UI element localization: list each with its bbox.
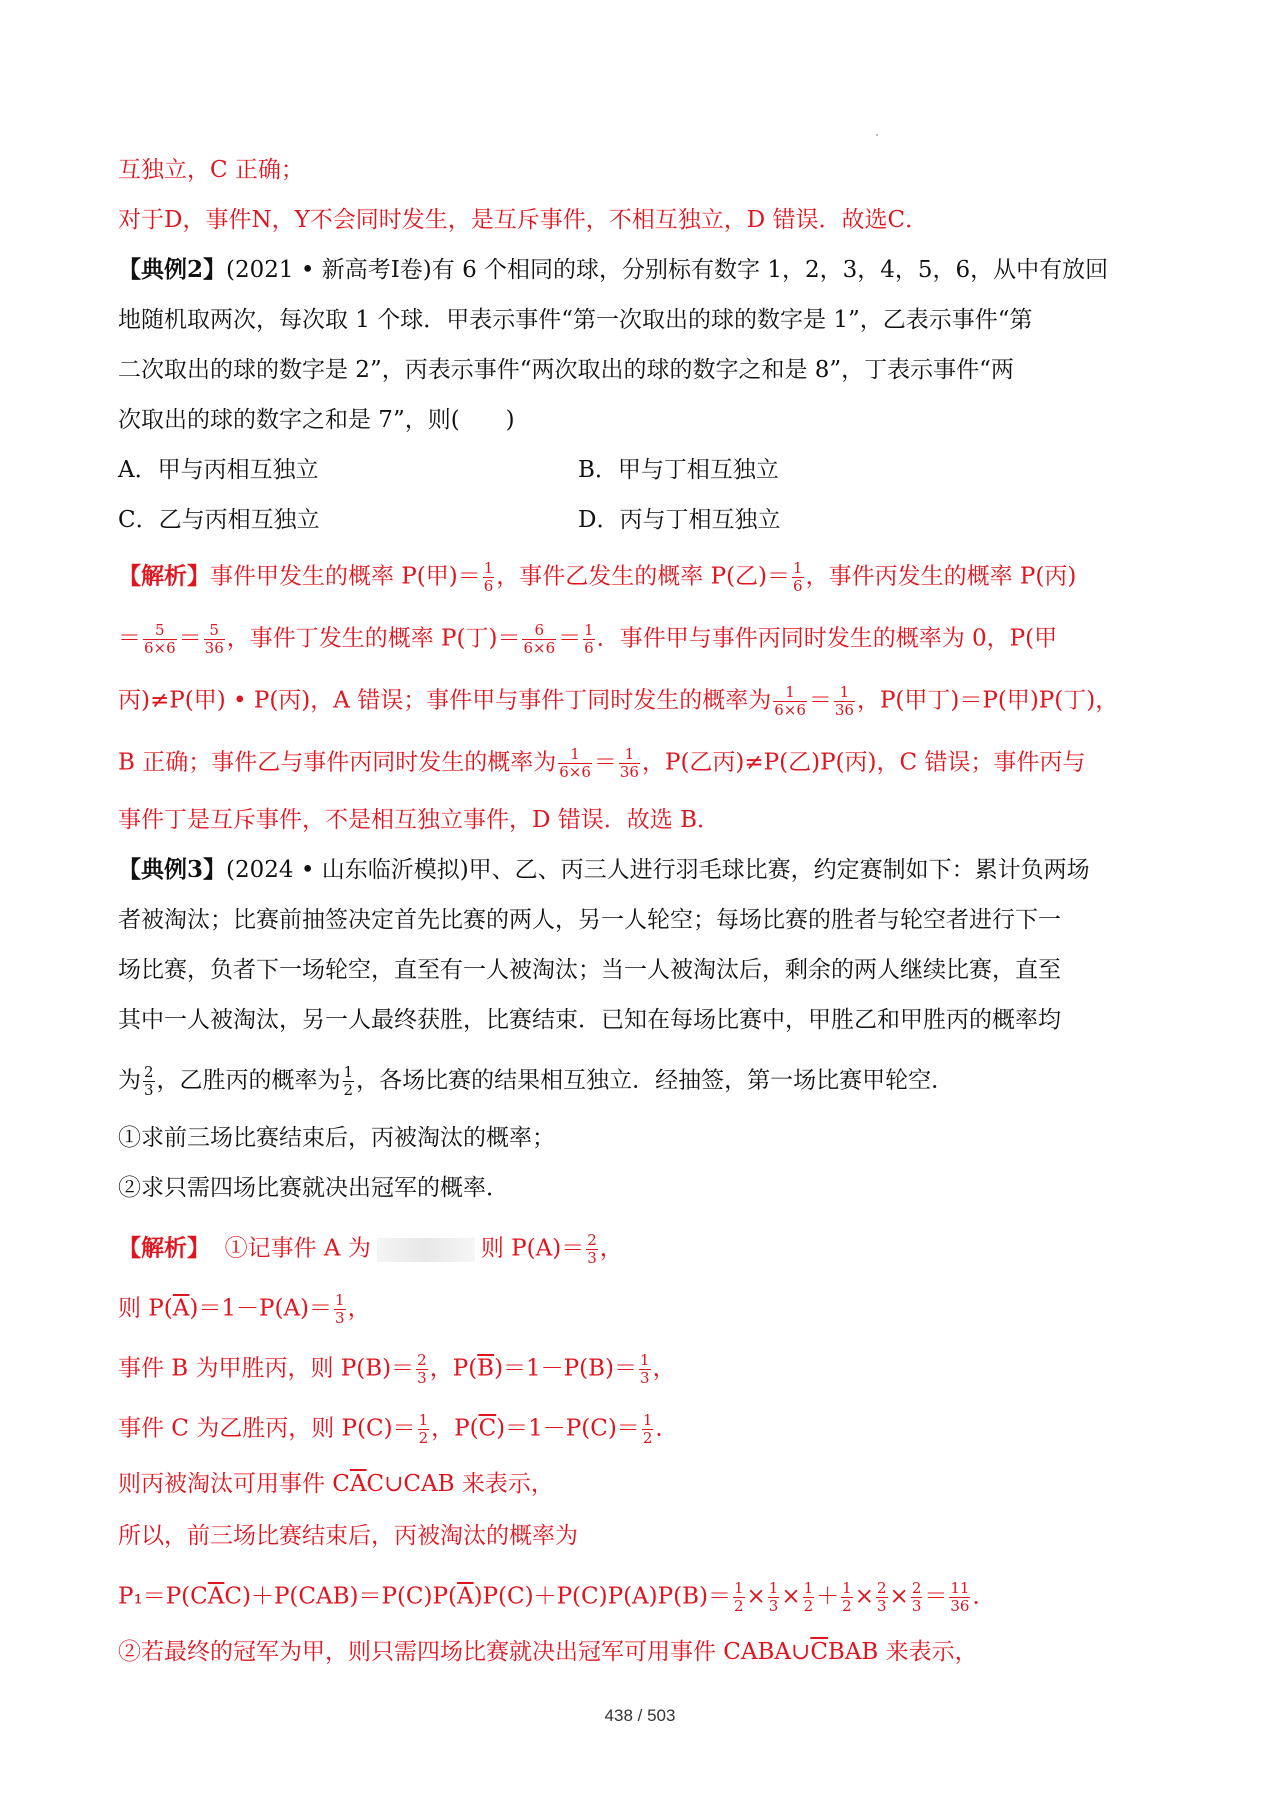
answer-line5: 则丙被淘汰可用事件 $C\overline{A}C\cup CAB$ 来表示，	[118, 1471, 554, 1497]
example3-line3: 场比赛，负者下一场轮空，直至有一人被淘汰；当一人被淘汰后，剩余的两人继续比赛，直至	[118, 957, 1061, 983]
fraction: $\frac{1}{2}$	[642, 1411, 653, 1447]
fraction: $\frac{5}{6\times 6}$	[144, 621, 176, 657]
example2-line3	[118, 354, 1170, 386]
text-line	[118, 154, 1170, 186]
fraction: $\frac{6}{6\times 6}$	[523, 621, 556, 657]
fraction: $\frac{1}{6}$	[483, 559, 494, 595]
fraction: $\frac{5}{36}$	[204, 621, 224, 657]
option-b: B．甲与丁相互独立	[578, 457, 779, 483]
solution-line1	[118, 560, 1170, 595]
answer-line4: 事件 C 为乙胜丙，则 P(C)＝ $\frac{1}{2}$ ，$P(\overline{C})=1-P(C)=$ $\frac{1}{2}$ ．	[118, 1411, 679, 1447]
option-d: D．丙与丁相互独立	[578, 507, 781, 533]
solution-line5: 事件丁是互斥事件，不是相互独立事件，D 错误．故选 B．	[118, 807, 720, 833]
example3-line1: 【典例3】(2024 • 山东临沂模拟)甲、乙、丙三人进行羽毛球比赛，约定赛制如下：累计负两场	[118, 856, 1090, 883]
fraction: $\frac{1}{2}$	[343, 1063, 354, 1099]
line-text: 互独立，C 正确；	[118, 157, 304, 183]
example-tag: 【典例3】	[118, 856, 227, 883]
line-text: 地随机取两次，每次取 1 个球．甲表示事件“第一次取出的球的数字是 1”，乙表示事件“第	[118, 307, 1033, 333]
fraction: $\frac{1}{6}$	[793, 559, 803, 595]
example2-line2	[118, 304, 1170, 336]
answer-line2: 则 $P(\overline{A})=1-P(A)=$ $\frac{1}{3}$ ，	[118, 1291, 371, 1327]
answer-line6: 所以，前三场比赛结束后，丙被淘汰的概率为	[118, 1523, 578, 1549]
option-a: A．甲与丙相互独立	[118, 457, 319, 483]
line-text: (2021 • 新高考Ⅰ卷)有 6 个相同的球，分别标有数字 1，2，3，4，5，6，从中有放回	[226, 257, 1109, 283]
blurred-region	[377, 1238, 475, 1262]
answer-line3: 事件 B 为甲胜丙，则 P(B)＝ $\frac{2}{3}$ ，$P(\overline{B})=1-P(B)=$ $\frac{1}{3}$ ，	[118, 1351, 676, 1387]
fraction: $\frac{11}{36}$	[950, 1579, 970, 1615]
fraction: $\frac{1}{6}$	[584, 621, 594, 657]
answer-line1: 【解析】 ①记事件 A 为 则 P(A)＝ $\frac{2}{3}$ ，	[118, 1231, 623, 1267]
fraction: $\frac{1}{6\times 6}$	[559, 745, 591, 781]
line-text: 事件甲发生的概率 P(甲)＝	[210, 563, 481, 590]
speck	[876, 134, 878, 136]
example2-line4	[118, 404, 1170, 436]
answer-line8: ②若最终的冠军为甲，则只需四场比赛就决出冠军可用事件 $CABA\cup\overline{C}BAB$ 来表示，	[118, 1639, 978, 1665]
fraction: $\frac{2}{3}$	[587, 1231, 597, 1267]
fraction: $\frac{2}{3}$	[417, 1351, 427, 1387]
answer-line7: $P_1=P(C\overline{A}C)+P(CAB)=P(C)P(\overline{A})P(C)+P(C)P(A)P(B)=$ $\frac{1}{2}$ × $\frac{1}{3}$ × $\frac{1}{2}$ ＋ $\frac{1}{2}$ × $\frac{2}{3}$ × $\frac{2}{3}$ ＝ $\frac{11}{36}$ ．	[118, 1579, 996, 1615]
fraction: $\frac{2}{3}$	[911, 1579, 922, 1615]
fraction: $\frac{1}{2}$	[733, 1579, 744, 1615]
fraction: $\frac{1}{3}$	[768, 1579, 779, 1615]
fraction: $\frac{1}{2}$	[842, 1579, 852, 1615]
fraction: $\frac{1}{3}$	[335, 1291, 345, 1327]
solution-line3: 丙)≠P(甲) • P(丙)，A 错误；事件甲与事件丁同时发生的概率为 $\frac{1}{6\times 6}$ ＝ $\frac{1}{36}$ ，P(甲丁)＝P(甲)P(丁)，	[118, 683, 1119, 719]
question-1: ①求前三场比赛结束后，丙被淘汰的概率；	[118, 1125, 555, 1151]
solution-line2: ＝ $\frac{5}{6\times 6}$ ＝ $\frac{5}{36}$ ，事件丁发生的概率 P(丁)＝ $\frac{6}{6\times 6}$ ＝ $\frac{1}{6}$ ．事件甲与事件丙同时发生的概率为 0，P(甲	[118, 621, 1058, 657]
fraction: $\frac{2}{3}$	[144, 1063, 154, 1099]
fraction: $\frac{1}{36}$	[619, 745, 639, 781]
fraction: $\frac{2}{3}$	[876, 1579, 887, 1615]
line-text: 对于D，事件N，Y不会同时发生，是互斥事件，不相互独立，D 错误．故选C．	[118, 207, 929, 233]
line-text: 次取出的球的数字之和是 7”，则( )	[118, 407, 515, 433]
solution-tag: 【解析】	[118, 1234, 210, 1262]
fraction: $\frac{1}{3}$	[640, 1351, 650, 1387]
example3-line4: 其中一人被淘汰，另一人最终获胜，比赛结束．已知在每场比赛中，甲胜乙和甲胜丙的概率均	[118, 1007, 1061, 1033]
example3-line2: 者被淘汰；比赛前抽签决定首先比赛的两人，另一人轮空；每场比赛的胜者与轮空者进行下一	[118, 907, 1061, 933]
fraction: $\frac{1}{2}$	[418, 1411, 429, 1447]
example3-line5: 为 $\frac{2}{3}$ ，乙胜丙的概率为 $\frac{1}{2}$ ，各场比赛的结果相互独立．经抽签，第一场比赛甲轮空．	[118, 1063, 955, 1099]
example2-line1	[118, 254, 1170, 286]
solution-line4: B 正确；事件乙与事件丙同时发生的概率为 $\frac{1}{6\times 6}$ ＝ $\frac{1}{36}$ ，P(乙丙)≠P(乙)P(丙)，C 错误；事件丙与	[118, 745, 1086, 781]
line-text: ，事件乙发生的概率 P(乙)＝	[496, 563, 791, 590]
question-2: ②求只需四场比赛就决出冠军的概率．	[118, 1175, 509, 1201]
fraction: $\frac{1}{6\times 6}$	[774, 683, 806, 719]
line-text: 二次取出的球的数字是 2”，丙表示事件“两次取出的球的数字之和是 8”，丁表示事件“两	[118, 357, 1014, 383]
fraction: $\frac{1}{36}$	[834, 683, 854, 719]
page-number: 438 / 503	[604, 1706, 676, 1725]
solution-tag: 【解析】	[118, 562, 210, 590]
text-line	[118, 204, 1170, 236]
line-text: ，事件丙发生的概率 P(丙)	[805, 563, 1077, 590]
example-tag: 【典例2】	[118, 256, 227, 283]
option-c: C．乙与丙相互独立	[118, 507, 320, 533]
fraction: $\frac{1}{2}$	[803, 1579, 814, 1615]
